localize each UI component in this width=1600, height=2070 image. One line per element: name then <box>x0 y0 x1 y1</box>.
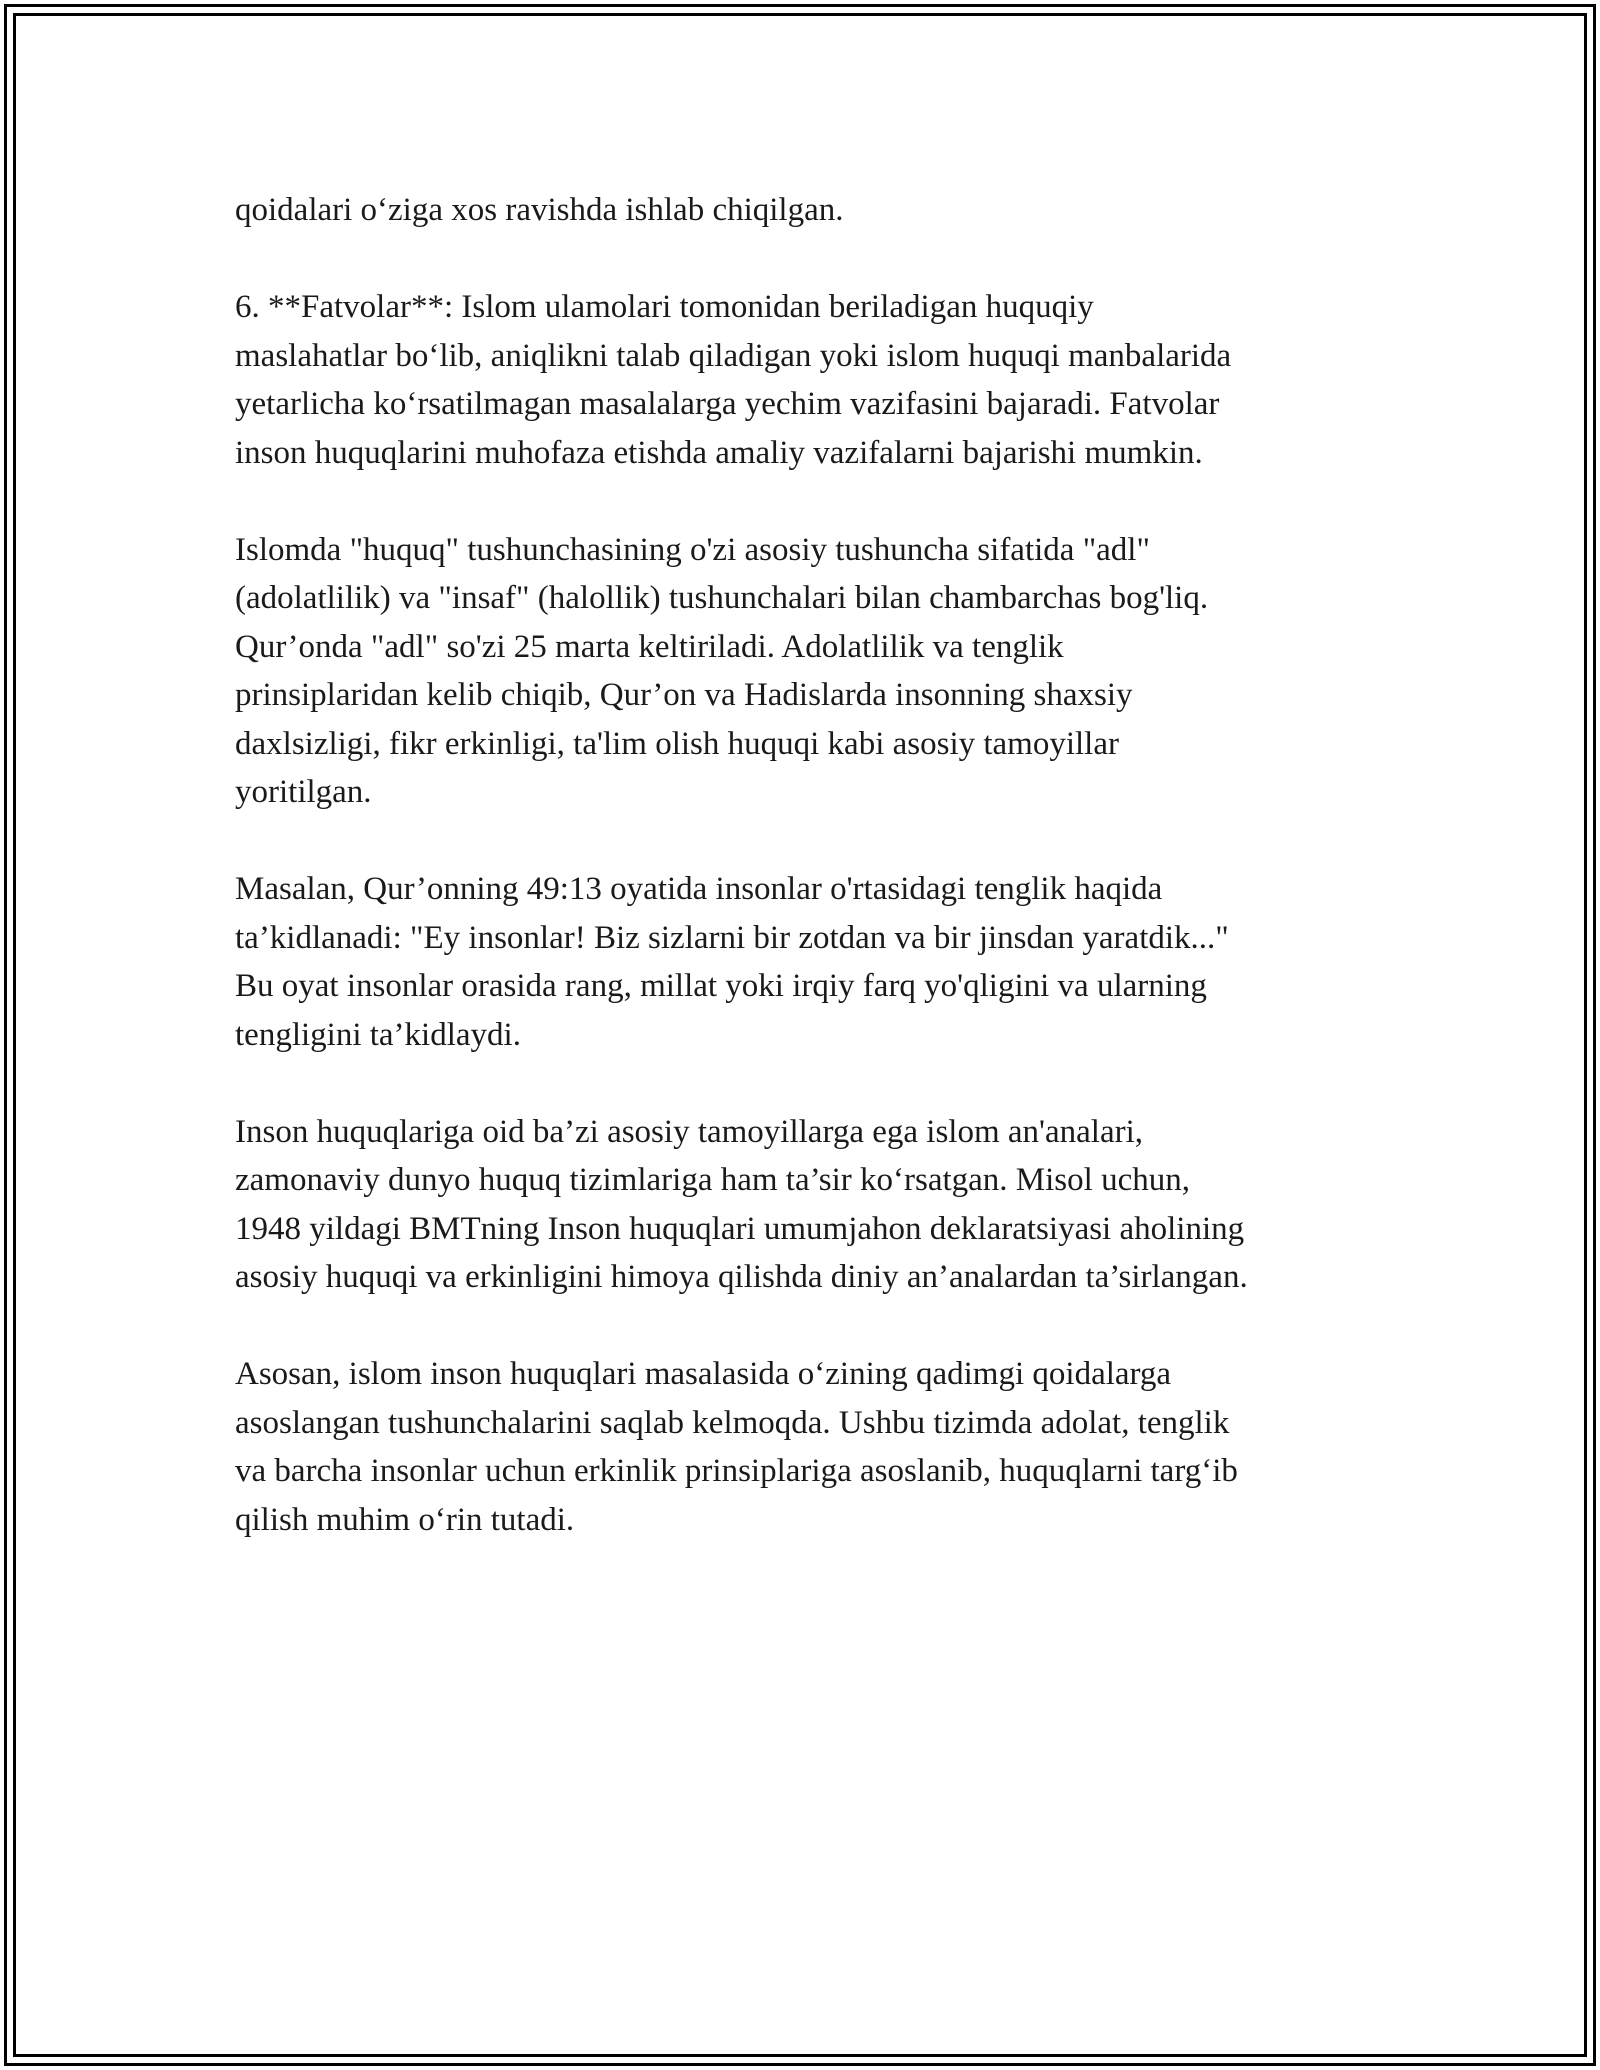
text-line: 6. **Fatvolar**: Islom ulamolari tomonidan beriladigan huquqiy <box>235 289 1094 325</box>
text-line: tengligini ta’kidlaydi. <box>235 1016 521 1053</box>
text-line: Masalan, Qur’onning 49:13 oyatida insonlar o'rtasidagi tenglik haqida <box>235 871 1163 907</box>
text-line: daxlsizligi, fikr erkinligi, ta'lim olish huquqi kabi asosiy tamoyillar <box>235 725 1119 762</box>
page-body <box>235 186 1385 1593</box>
text-line: asoslangan tushunchalarini saqlab kelmoqda. Ushbu tizimda adolat, tenglik <box>235 1404 1230 1441</box>
text-line: yoritilgan. <box>235 774 372 810</box>
paragraph-continuation <box>235 186 1385 235</box>
text-line: maslahatlar bo‘lib, aniqlikni talab qiladigan yoki islom huquqi manbalarida <box>235 337 1232 374</box>
text-line: qoidalari o‘ziga xos ravishda ishlab chiqilgan. <box>235 192 844 228</box>
text-line: ta’kidlanadi: "Ey insonlar! Biz sizlarni bir zotdan va bir jinsdan yaratdik..." <box>235 919 1229 956</box>
paragraph-quran-example <box>235 865 1385 1059</box>
text-line: prinsiplaridan kelib chiqib, Qur’on va Hadislarda insonning shaxsiy <box>235 677 1133 713</box>
paragraph-influence <box>235 1108 1385 1302</box>
paragraph-fatvolar <box>235 283 1385 477</box>
text-line: zamonaviy dunyo huquq tizimlariga ham ta’sir ko‘rsatgan. Misol uchun, <box>235 1162 1190 1198</box>
text-line: Inson huquqlariga oid ba’zi asosiy tamoyillarga ega islom an'analari, <box>235 1113 1143 1150</box>
text-line: inson huquqlarini muhofaza etishda amaliy vazifalarni bajarishi mumkin. <box>235 434 1203 471</box>
text-line: 1948 yildagi BMTning Inson huquqlari umumjahon deklaratsiyasi aholining <box>235 1210 1245 1247</box>
paragraph-conclusion <box>235 1350 1385 1544</box>
text-line: Qur’onda "adl" so'zi 25 marta keltiriladi. Adolatlilik va tenglik <box>235 628 1064 665</box>
text-line: Bu oyat insonlar orasida rang, millat yoki irqiy farq yo'qligini va ularning <box>235 968 1207 1004</box>
text-line: Asosan, islom inson huquqlari masalasida o‘zining qadimgi qoidalarga <box>235 1356 1172 1392</box>
text-line: Islomda "huquq" tushunchasining o'zi asosiy tushuncha sifatida "adl" <box>235 531 1150 568</box>
text-line: (adolatlilik) va "insaf" (halollik) tushunchalari bilan chambarchas bog'liq. <box>235 580 1209 616</box>
text-line: qilish muhim o‘rin tutadi. <box>235 1501 575 1538</box>
paragraph-huquq-concept <box>235 526 1385 817</box>
text-line: yetarlicha ko‘rsatilmagan masalalarga yechim vazifasini bajaradi. Fatvolar <box>235 386 1220 422</box>
text-line: va barcha insonlar uchun erkinlik prinsiplariga asoslanib, huquqlarni targ‘ib <box>235 1453 1238 1489</box>
text-line: asosiy huquqi va erkinligini himoya qilishda diniy an’analardan ta’sirlangan. <box>235 1259 1248 1295</box>
